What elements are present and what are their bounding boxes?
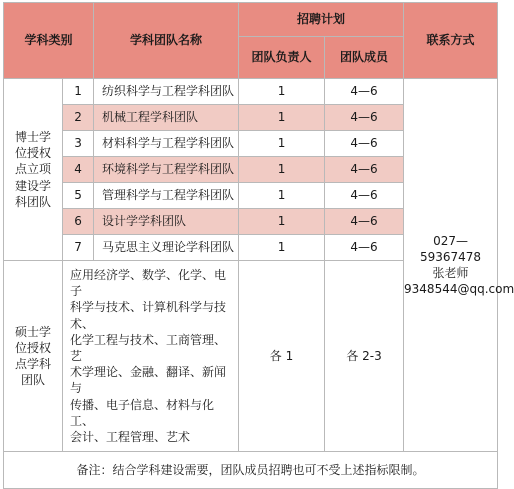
- header-team-name: 学科团队名称: [94, 3, 239, 79]
- masters-category-line: 位授权: [14, 340, 51, 355]
- doctoral-category-line: 科团队: [14, 194, 51, 209]
- masters-disciplines: [63, 261, 239, 452]
- member-count: 4—6: [325, 79, 404, 105]
- row-number: 3: [63, 131, 94, 157]
- row-number: 2: [63, 105, 94, 131]
- member-count: 4—6: [325, 183, 404, 209]
- team-name: 纺织科学与工程学科团队: [94, 79, 239, 105]
- doctoral-category-line: 位授权: [14, 146, 51, 161]
- leader-count: 1: [239, 209, 325, 235]
- contact-email: 9348544@qq.com: [404, 282, 514, 297]
- team-name: 马克思主义理论学科团队: [94, 235, 239, 261]
- recruitment-table: [3, 2, 514, 489]
- header-member: 团队成员: [325, 37, 404, 79]
- table-row: [4, 79, 498, 105]
- team-name: 设计学学科团队: [94, 209, 239, 235]
- member-count: 4—6: [325, 209, 404, 235]
- member-count: 4—6: [325, 105, 404, 131]
- row-number: 6: [63, 209, 94, 235]
- discipline-line: 会计、工程管理、艺术: [70, 429, 191, 444]
- discipline-line: 术学理论、金融、翻译、新闻与: [70, 365, 227, 396]
- note-row: [4, 452, 498, 489]
- note-text: 备注：结合学科建设需要，团队成员招聘也可不受上述指标限制。: [4, 452, 498, 489]
- leader-count: 1: [239, 235, 325, 261]
- team-name: 材料科学与工程学科团队: [94, 131, 239, 157]
- member-count: 4—6: [325, 131, 404, 157]
- doctoral-category-line: 博士学: [14, 130, 51, 145]
- team-name: 机械工程学科团队: [94, 105, 239, 131]
- doctoral-category-line: 点立项: [14, 162, 51, 177]
- discipline-line: 应用经济学、数学、化学、电子: [70, 268, 227, 299]
- masters-category-line: 点学科: [14, 357, 51, 372]
- header-leader: 团队负责人: [239, 37, 325, 79]
- header-row-1: [4, 3, 498, 37]
- masters-leader-count: 各 1: [239, 261, 325, 452]
- discipline-line: 化学工程与技术、工商管理、艺: [70, 332, 227, 363]
- masters-category-line: 硕士学: [14, 324, 51, 339]
- row-number: 4: [63, 157, 94, 183]
- recruitment-table-container: [3, 2, 514, 477]
- contact-person: 张老师: [432, 266, 469, 281]
- member-count: 4—6: [325, 235, 404, 261]
- masters-member-count: 各 2-3: [325, 261, 404, 452]
- discipline-line: 传播、电子信息、材料与化工、: [70, 397, 215, 428]
- contact-cell: [404, 79, 514, 452]
- masters-category-line: 团队: [20, 373, 45, 388]
- leader-count: 1: [239, 105, 325, 131]
- row-number: 1: [63, 79, 94, 105]
- row-number: 7: [63, 235, 94, 261]
- leader-count: 1: [239, 157, 325, 183]
- row-number: 5: [63, 183, 94, 209]
- header-category: 学科类别: [4, 3, 94, 79]
- contact-phone: 027—59367478: [419, 233, 482, 264]
- leader-count: 1: [239, 131, 325, 157]
- masters-category-cell: [4, 261, 63, 452]
- header-plan: 招聘计划: [239, 3, 404, 37]
- leader-count: 1: [239, 79, 325, 105]
- header-contact: 联系方式: [404, 3, 498, 79]
- doctoral-category-line: 建设学: [14, 178, 51, 193]
- team-name: 管理科学与工程学科团队: [94, 183, 239, 209]
- doctoral-category-cell: [4, 79, 63, 261]
- discipline-line: 科学与技术、计算机科学与技术、: [70, 300, 227, 331]
- leader-count: 1: [239, 183, 325, 209]
- member-count: 4—6: [325, 157, 404, 183]
- team-name: 环境科学与工程学科团队: [94, 157, 239, 183]
